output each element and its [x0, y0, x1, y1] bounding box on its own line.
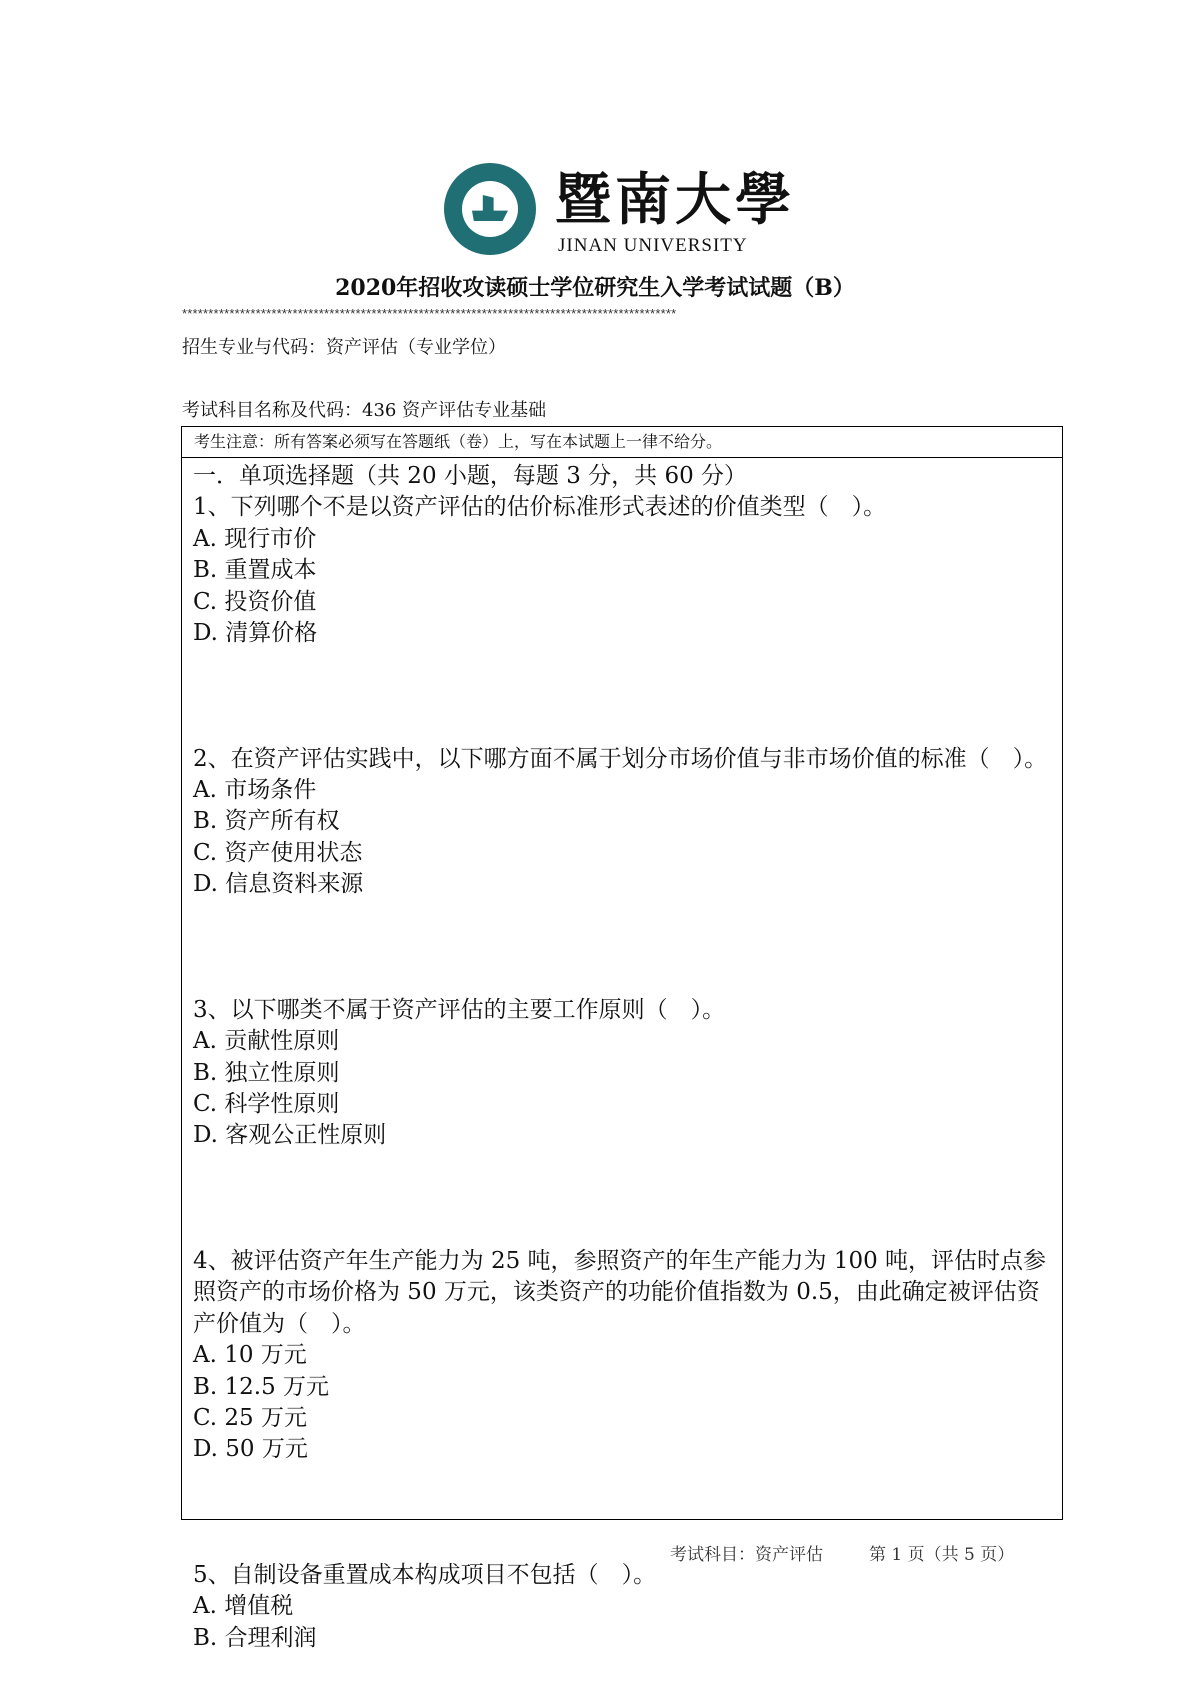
major-info: 招生专业与代码：资产评估（专业学位） — [182, 337, 506, 358]
footer-subject: 考试科目：资产评估 — [670, 1545, 823, 1565]
question-text: 4、被评估资产年生产能力为 25 吨，参照资产的年生产能力为 100 吨，评估时点参 — [193, 1248, 1047, 1274]
question-text: 照资产的市场价格为 50 万元，该类资产的功能价值指数为 0.5，由此确定被评估资 — [193, 1279, 1040, 1306]
answer-option: B. 资产所有权 — [193, 808, 340, 835]
answer-option: C. 科学性原则 — [193, 1091, 340, 1117]
star-divider: ********************************************************************************************** — [182, 306, 677, 321]
answer-option: B. 独立性原则 — [193, 1059, 340, 1086]
question-text: 产价值为（ ）。 — [193, 1310, 366, 1337]
answer-option: C. 投资价值 — [193, 588, 317, 615]
answer-option: B. 合理利润 — [193, 1624, 317, 1651]
footer-page-number: 第 1 页（共 5 页） — [869, 1545, 1015, 1565]
answer-option: A. 现行市价 — [193, 525, 317, 552]
page-footer — [670, 1544, 1014, 1566]
answer-option: D. 50 万元 — [193, 1436, 308, 1463]
answer-option: A. 贡献性原则 — [193, 1028, 340, 1055]
answer-option: B. 12.5 万元 — [193, 1373, 330, 1400]
university-name-cn: 暨南大學 — [555, 167, 795, 233]
exam-title: 2020年招收攻读硕士学位研究生入学考试试题（B） — [335, 275, 855, 301]
answer-option: A. 增值税 — [193, 1593, 294, 1620]
answer-option: D. 客观公正性原则 — [193, 1122, 387, 1149]
section-heading: 一．单项选择题（共 20 小题，每题 3 分，共 60 分） — [193, 463, 748, 489]
notice-text: 考生注意：所有答案必须写在答题纸（卷）上，写在本试题上一律不给分。 — [194, 432, 723, 451]
answer-option: A. 10 万元 — [193, 1342, 307, 1369]
question-text: 1、下列哪个不是以资产评估的估价标准形式表述的价值类型（ ）。 — [193, 494, 887, 521]
question-text: 3、以下哪类不属于资产评估的主要工作原则（ ）。 — [193, 996, 726, 1023]
answer-option: C. 25 万元 — [193, 1405, 307, 1431]
answer-option: C. 资产使用状态 — [193, 839, 363, 866]
notice-row — [182, 427, 1062, 458]
question-text: 5、自制设备重置成本构成项目不包括（ ）。 — [193, 1562, 657, 1588]
question-text: 2、在资产评估实践中，以下哪方面不属于划分市场价值与非市场价值的标准（ ）。 — [193, 745, 1048, 772]
answer-option: D. 清算价格 — [193, 620, 318, 646]
answer-option: B. 重置成本 — [193, 557, 317, 584]
answer-option: D. 信息资料来源 — [193, 871, 364, 898]
university-seal-logo — [444, 163, 536, 255]
university-name-en: JINAN UNIVERSITY — [558, 235, 748, 256]
subject-info: 考试科目名称及代码：436 资产评估专业基础 — [182, 400, 547, 421]
answer-option: A. 市场条件 — [193, 777, 317, 803]
